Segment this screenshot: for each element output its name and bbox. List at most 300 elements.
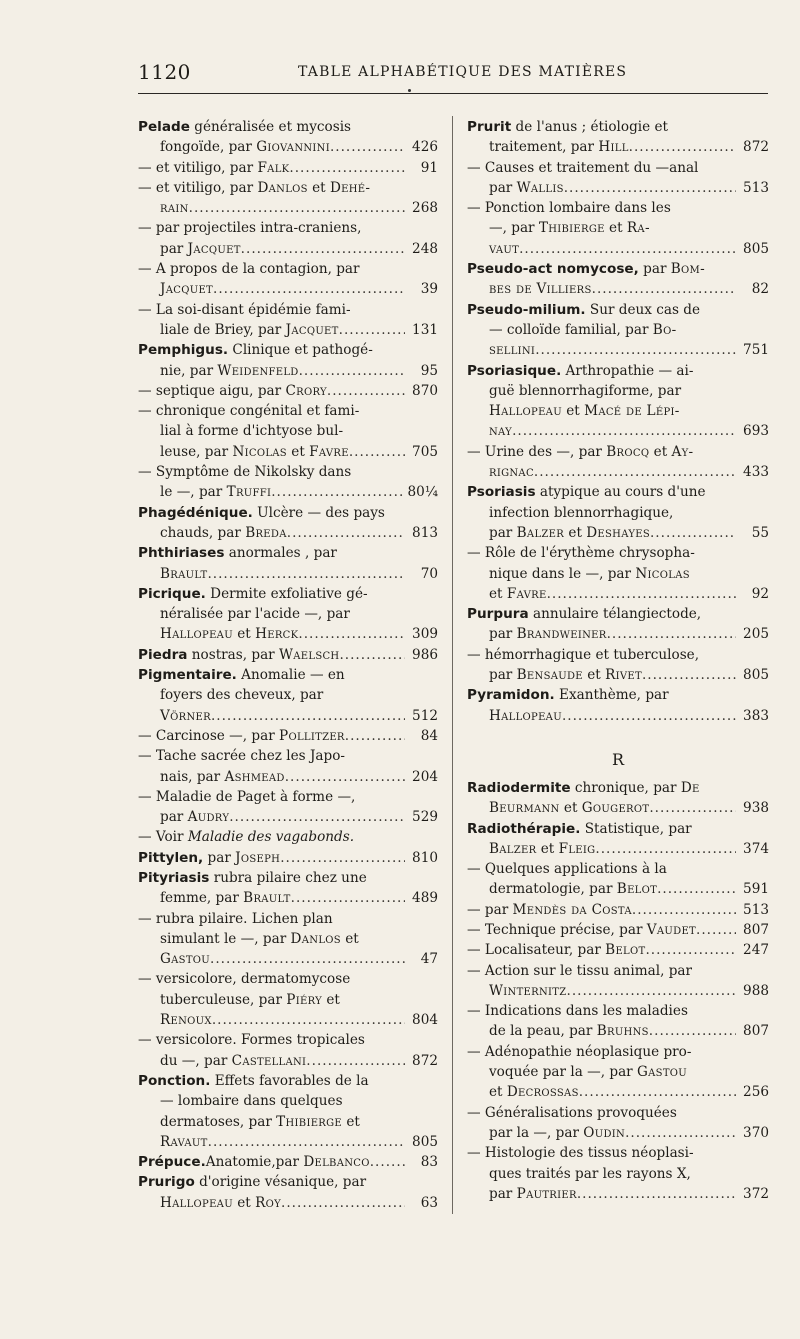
dot-leader — [212, 1010, 405, 1030]
author-name: vaut — [489, 240, 520, 257]
page-reference: 83 — [420, 1154, 438, 1171]
entry-description: — Technique précise, par — [467, 921, 647, 938]
entry-line — [467, 1143, 769, 1163]
entry-description: — Ponction lombaire dans les — [467, 200, 671, 217]
entry-line — [467, 300, 769, 320]
entry-line — [467, 706, 769, 726]
entry-line — [138, 685, 438, 705]
entry-text — [489, 1062, 687, 1082]
entry-line — [138, 726, 438, 746]
entry-line — [138, 1030, 438, 1050]
entry-line — [138, 198, 438, 218]
entry-text — [160, 1132, 208, 1152]
index-entry — [467, 1001, 769, 1042]
entry-line — [138, 929, 438, 949]
entry-line — [467, 920, 769, 940]
entry-line — [138, 1172, 438, 1192]
dot-leader — [210, 949, 405, 969]
dot-leader — [625, 1123, 736, 1143]
entry-line — [467, 839, 769, 859]
author-name: Wallis — [516, 179, 564, 196]
entry-line — [138, 909, 438, 929]
entry-connector: et — [340, 930, 359, 947]
index-entry — [138, 848, 438, 868]
entry-description: et — [489, 585, 507, 602]
entry-description: fongoïde, par — [160, 139, 257, 156]
index-entry — [467, 961, 769, 1002]
entry-line — [467, 340, 769, 360]
entry-line — [138, 543, 438, 563]
entry-text — [467, 900, 632, 920]
entry-description: — Histologie des tissus néoplasi- — [467, 1145, 694, 1162]
entry-line — [138, 888, 438, 908]
left-column — [138, 117, 438, 1213]
entry-line — [467, 178, 769, 198]
entry-text — [467, 543, 695, 563]
entry-text — [160, 361, 299, 381]
entry-description: nais, par — [160, 768, 225, 785]
entry-line — [138, 969, 438, 989]
entry-description: — lombaire dans quelques — [160, 1093, 343, 1110]
author-name: Decrossas — [506, 1084, 579, 1101]
entry-description: — et vitiligo, par — [138, 159, 258, 176]
page-reference: 872 — [412, 1052, 438, 1069]
dot-leader — [629, 137, 736, 157]
index-entry — [467, 259, 769, 300]
entry-connector: et — [307, 179, 330, 196]
author-name: Balzer — [489, 840, 537, 857]
entry-description: — Urine des —, par — [467, 443, 607, 460]
author-name: Pollitzer — [279, 727, 345, 744]
entry-text — [489, 401, 680, 421]
entry-line — [138, 1193, 438, 1213]
entry-line — [467, 361, 769, 381]
author-name: Oudin — [583, 1124, 626, 1141]
entry-description: par — [489, 179, 517, 196]
author-name: Falk — [257, 159, 290, 176]
dot-leader — [213, 279, 405, 299]
entry-line — [467, 961, 769, 981]
entry-line — [138, 949, 438, 969]
entry-line — [467, 1123, 769, 1143]
entry-description: Arthropathie — ai- — [561, 362, 694, 379]
author-name: Hallopeau — [489, 707, 562, 724]
entry-headword: Pittylen, — [138, 849, 204, 866]
index-entry — [138, 218, 438, 259]
entry-text — [138, 848, 280, 868]
entry-text — [467, 1103, 677, 1123]
page-reference: 370 — [743, 1124, 769, 1141]
entry-line — [138, 158, 438, 178]
entry-text — [138, 584, 368, 604]
entry-line — [467, 584, 769, 604]
author-name: Vörner — [160, 707, 211, 724]
entry-line — [138, 218, 438, 238]
index-entry — [138, 645, 438, 665]
entry-connector: et — [561, 403, 585, 420]
entry-description: Statistique, par — [580, 820, 692, 837]
entry-headword: Ponction. — [138, 1072, 211, 1089]
dot-leader — [208, 1132, 405, 1152]
index-entry — [138, 584, 438, 645]
entry-text — [489, 706, 562, 726]
entry-line — [138, 259, 438, 279]
entry-headword: Pseudo-milium. — [467, 301, 586, 318]
entry-text — [160, 624, 298, 644]
entry-text — [467, 259, 705, 279]
index-entry — [138, 665, 438, 726]
entry-line — [138, 787, 438, 807]
index-entry — [467, 920, 769, 940]
entry-description: —, par — [489, 220, 539, 237]
entry-line — [138, 117, 438, 137]
entry-line — [138, 624, 438, 644]
entry-text — [467, 482, 706, 502]
dot-leader — [577, 1184, 736, 1204]
entry-text — [467, 778, 700, 798]
index-entry — [138, 1030, 438, 1071]
entry-description: Effets favorables de la — [210, 1072, 369, 1089]
entry-text — [489, 798, 649, 818]
index-entry — [467, 361, 769, 442]
entry-line — [467, 879, 769, 899]
entry-text — [467, 361, 693, 381]
entry-description: — versicolore. Formes tropicales — [138, 1032, 365, 1049]
dot-leader — [280, 848, 405, 868]
entry-line — [138, 442, 438, 462]
entry-text — [467, 819, 692, 839]
entry-headword: Pityriasis — [138, 869, 210, 886]
page-reference: 70 — [420, 565, 438, 582]
index-entry — [467, 604, 769, 645]
entry-description: Anomalie — en — [236, 667, 345, 684]
entry-text — [489, 279, 592, 299]
header-ornament-dot — [408, 89, 411, 92]
author-name: Mendès da Costa — [512, 901, 632, 918]
page-reference: 986 — [412, 646, 438, 663]
entry-text — [138, 1152, 370, 1172]
entry-description: simulant le —, par — [160, 930, 291, 947]
entry-description: — Localisateur, par — [467, 942, 606, 959]
entry-line — [138, 137, 438, 157]
entry-description: — Symptôme de Nikolsky dans — [138, 464, 352, 481]
dot-leader — [207, 564, 405, 584]
index-entry — [138, 401, 438, 462]
entry-description: lial à forme d'ichtyose bul- — [160, 423, 344, 440]
entry-text — [138, 868, 367, 888]
author-name: Gougerot — [581, 800, 650, 817]
entry-line — [138, 767, 438, 787]
page-reference: 807 — [743, 1023, 769, 1040]
entry-text — [160, 198, 189, 218]
page-reference: 805 — [412, 1133, 438, 1150]
dot-leader — [562, 706, 736, 726]
entry-line — [138, 482, 438, 502]
entry-line — [467, 482, 769, 502]
index-entry — [138, 543, 438, 584]
entry-text — [138, 1172, 366, 1192]
entry-description: du —, par — [160, 1052, 232, 1069]
page-reference: 513 — [743, 901, 769, 918]
entry-headword: Phagédénique. — [138, 504, 253, 521]
entry-line — [467, 1042, 769, 1062]
entry-connector: et — [322, 991, 340, 1008]
dot-leader — [291, 888, 405, 908]
entry-text — [138, 117, 351, 137]
entry-description: Dermite exfoliative gé- — [205, 585, 368, 602]
entry-text — [467, 442, 693, 462]
author-name: Herck — [255, 626, 299, 643]
entry-line — [467, 819, 769, 839]
entry-description: foyers des cheveux, par — [160, 687, 324, 704]
author-name: De — [680, 779, 700, 796]
page-reference: 591 — [743, 881, 769, 898]
entry-description: — colloïde familial, par — [489, 321, 653, 338]
author-name: Belot — [605, 942, 646, 959]
entry-line — [138, 401, 438, 421]
entry-text — [160, 888, 291, 908]
entry-headword: Prurit — [467, 119, 512, 135]
author-name: Favre — [506, 585, 547, 602]
entry-text — [160, 807, 229, 827]
author-name: Waelsch — [279, 646, 340, 663]
entry-text — [138, 909, 333, 929]
author-name: Thibierge — [276, 1113, 343, 1130]
dot-leader — [345, 726, 405, 746]
index-entry — [467, 819, 769, 860]
entry-line — [138, 1051, 438, 1071]
author-name: Macé de Lépi- — [584, 403, 680, 420]
entry-text — [160, 239, 241, 259]
entry-line — [138, 564, 438, 584]
entry-description: dermatoses, par — [160, 1113, 277, 1130]
entry-headword: Phthiriases — [138, 545, 225, 562]
entry-text — [138, 462, 351, 482]
entry-description: par — [489, 626, 517, 643]
entry-description: par — [638, 261, 671, 278]
dot-leader — [607, 624, 736, 644]
entry-text — [138, 300, 351, 320]
index-entry — [467, 685, 769, 726]
entry-text — [138, 503, 385, 523]
page-reference: 805 — [743, 240, 769, 257]
entry-line — [467, 981, 769, 1001]
entry-text — [138, 827, 354, 847]
index-entry — [138, 1152, 438, 1172]
entry-text — [138, 1071, 369, 1091]
page-reference: 433 — [743, 464, 769, 481]
author-name: Bo- — [652, 321, 677, 338]
page-reference: 92 — [751, 585, 769, 602]
entry-line — [138, 279, 438, 299]
entry-text — [138, 381, 327, 401]
entry-line — [467, 198, 769, 218]
entry-text — [467, 117, 668, 137]
entry-line — [138, 381, 438, 401]
dot-leader — [339, 645, 405, 665]
page-reference: 47 — [420, 951, 438, 968]
index-entry — [138, 787, 438, 828]
entry-headword: Piedra — [138, 646, 188, 663]
entry-description: Ulcère — des pays — [252, 504, 385, 521]
page-reference: 256 — [743, 1084, 769, 1101]
entry-text — [160, 421, 343, 441]
dot-leader — [534, 462, 736, 482]
dot-leader — [298, 624, 405, 644]
entry-connector: et — [649, 443, 672, 460]
entry-line — [467, 1103, 769, 1123]
entry-line — [467, 320, 769, 340]
page-reference: 91 — [420, 159, 438, 176]
entry-text — [138, 340, 373, 360]
entry-description: de la peau, par — [489, 1023, 597, 1040]
page-reference: 938 — [743, 800, 769, 817]
entry-description: infection blennorrhagique, — [489, 504, 674, 521]
entry-line — [138, 421, 438, 441]
entry-text — [160, 706, 211, 726]
page-reference: 205 — [743, 626, 769, 643]
entry-text — [467, 645, 699, 665]
author-name: Jacquet — [285, 321, 339, 338]
entry-line — [467, 117, 769, 137]
author-name: Danlos — [257, 179, 308, 196]
entry-text — [160, 1010, 212, 1030]
entry-text — [160, 320, 339, 340]
entry-line — [467, 259, 769, 279]
entry-text — [160, 564, 207, 584]
entry-line — [467, 685, 769, 705]
entry-text — [467, 685, 669, 705]
dot-leader — [285, 767, 405, 787]
entry-description: nostras, par — [187, 646, 279, 663]
dot-leader — [512, 421, 736, 441]
entry-line — [138, 1152, 438, 1172]
right-column — [467, 117, 769, 1204]
entry-description: annulaire télangiectode, — [528, 606, 702, 623]
entry-description: — Action sur le tissu animal, par — [467, 962, 693, 979]
entry-connector: et — [536, 840, 559, 857]
index-entry — [467, 117, 769, 158]
entry-text — [138, 665, 345, 685]
author-name: Hallopeau — [489, 403, 562, 420]
entry-description: Exanthème, par — [554, 687, 669, 704]
dot-leader — [306, 1051, 405, 1071]
dot-leader — [189, 198, 405, 218]
entry-line — [138, 523, 438, 543]
author-name: Brault — [243, 890, 291, 907]
entry-line — [467, 1062, 769, 1082]
page-reference: 805 — [743, 667, 769, 684]
dot-leader — [287, 523, 405, 543]
entry-text — [160, 949, 210, 969]
page-reference: 95 — [420, 362, 438, 379]
entry-text — [138, 787, 355, 807]
entry-description: par — [489, 1185, 517, 1202]
page-reference: 513 — [743, 179, 769, 196]
entry-text — [160, 442, 349, 462]
entry-text — [160, 685, 323, 705]
dot-leader — [579, 1082, 736, 1102]
page-reference: 131 — [412, 321, 438, 338]
entry-description: — Voir — [138, 829, 188, 846]
author-name: Giovannini — [256, 139, 330, 156]
entry-line — [138, 706, 438, 726]
entry-text — [489, 137, 629, 157]
entry-line — [467, 401, 769, 421]
entry-headword: Radiodermite — [467, 779, 571, 796]
entry-text — [138, 218, 361, 238]
page-reference: 309 — [412, 626, 438, 643]
entry-text — [138, 1030, 365, 1050]
author-name: Truffi — [226, 484, 272, 501]
entry-headword: Pelade — [138, 119, 190, 135]
entry-text — [489, 665, 642, 685]
entry-line — [467, 503, 769, 523]
index-entry — [138, 300, 438, 341]
author-name: Bruhns — [596, 1023, 649, 1040]
author-name: Roy — [255, 1194, 282, 1211]
page-reference: 39 — [420, 281, 438, 298]
entry-description: Clinique et pathogé- — [228, 342, 373, 359]
entry-description: — septique aigu, par — [138, 382, 286, 399]
entry-text — [489, 1082, 579, 1102]
column-divider — [452, 116, 453, 1214]
entry-line — [138, 178, 438, 198]
entry-description: — Rôle de l'érythème chrysopha- — [467, 545, 695, 562]
author-name: Brocq — [606, 443, 650, 460]
index-entry — [138, 503, 438, 544]
entry-line — [138, 827, 438, 847]
entry-text — [467, 1001, 688, 1021]
entry-line — [138, 503, 438, 523]
entry-description: par — [160, 240, 188, 257]
entry-line — [467, 421, 769, 441]
page-reference: 813 — [412, 524, 438, 541]
page-reference: 529 — [412, 809, 438, 826]
entry-description: d'origine vésanique, par — [194, 1174, 367, 1191]
entry-description: généralisée et mycosis — [189, 119, 352, 135]
entry-text — [138, 401, 359, 421]
entry-description: — Quelques applications à la — [467, 861, 667, 878]
entry-description: chauds, par — [160, 524, 246, 541]
author-name: Hallopeau — [160, 1194, 233, 1211]
author-name: rain — [160, 200, 189, 217]
entry-headword: Pigmentaire. — [138, 667, 237, 684]
entry-description: dermatologie, par — [489, 881, 617, 898]
entry-text — [160, 1051, 306, 1071]
entry-line — [467, 1164, 769, 1184]
page-reference: 807 — [743, 921, 769, 938]
entry-description: nie, par — [160, 362, 218, 379]
index-entry — [138, 909, 438, 970]
entry-text — [160, 990, 340, 1010]
entry-headword: Psoriasis — [467, 484, 536, 501]
entry-line — [138, 665, 438, 685]
entry-text — [138, 645, 339, 665]
dot-leader — [649, 1021, 736, 1041]
entry-text — [489, 564, 690, 584]
page-reference: 374 — [743, 840, 769, 857]
entry-text — [467, 604, 701, 624]
entry-line — [138, 361, 438, 381]
entry-text — [467, 859, 667, 879]
dot-leader — [649, 798, 736, 818]
dot-leader — [547, 584, 736, 604]
page-reference: 870 — [412, 382, 438, 399]
entry-text — [160, 279, 213, 299]
entry-line — [467, 1082, 769, 1102]
entry-line — [138, 1112, 438, 1132]
